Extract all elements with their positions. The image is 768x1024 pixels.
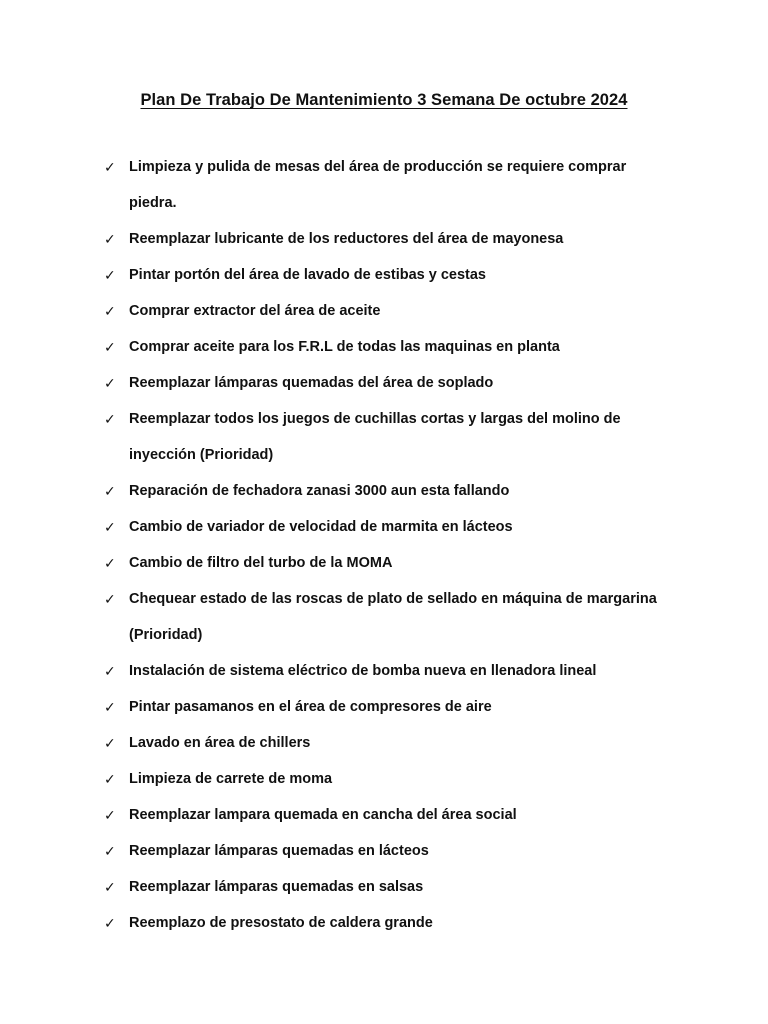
task-text: Pintar pasamanos en el área de compresores de aire — [129, 699, 492, 715]
task-item — [104, 653, 664, 689]
check-icon: ✓ — [104, 915, 116, 931]
check-icon: ✓ — [104, 483, 116, 499]
check-icon: ✓ — [104, 843, 116, 859]
check-icon: ✓ — [104, 807, 116, 823]
task-item — [104, 905, 664, 941]
task-item — [104, 797, 664, 833]
task-item — [104, 293, 664, 329]
task-item — [104, 365, 664, 401]
task-item — [104, 257, 664, 293]
task-text: Reemplazar lámparas quemadas en salsas — [129, 879, 424, 895]
task-text: Chequear estado de las roscas de plato de sellado en máquina de margarina (Prioridad) — [129, 591, 657, 643]
task-text: Cambio de filtro del turbo de la MOMA — [129, 555, 393, 571]
task-text: Instalación de sistema eléctrico de bomba nueva en llenadora lineal — [129, 663, 597, 679]
check-icon: ✓ — [104, 519, 116, 535]
check-icon: ✓ — [104, 411, 116, 427]
task-item — [104, 149, 664, 221]
task-text: Reemplazar lampara quemada en cancha del área social — [129, 807, 517, 823]
check-icon: ✓ — [104, 231, 116, 247]
task-item — [104, 725, 664, 761]
check-icon: ✓ — [104, 159, 116, 175]
check-icon: ✓ — [104, 663, 116, 679]
task-item — [104, 329, 664, 365]
task-item — [104, 581, 664, 653]
task-text: Comprar aceite para los F.R.L de todas las maquinas en planta — [129, 339, 560, 355]
task-item — [104, 833, 664, 869]
task-text: Reemplazar lámparas quemadas del área de soplado — [129, 375, 494, 391]
task-text: Reemplazar lámparas quemadas en lácteos — [129, 843, 429, 859]
check-icon: ✓ — [104, 303, 116, 319]
document-title: Plan De Trabajo De Mantenimiento 3 Semana De octubre 2024 — [140, 91, 628, 109]
check-icon: ✓ — [104, 699, 116, 715]
task-text: Lavado en área de chillers — [129, 735, 311, 751]
task-text: Reemplazar todos los juegos de cuchillas cortas y largas del molino de inyección (Prioridad) — [129, 411, 621, 463]
task-item — [104, 869, 664, 905]
task-item — [104, 545, 664, 581]
task-item — [104, 401, 664, 473]
task-list — [104, 149, 664, 941]
task-text: Comprar extractor del área de aceite — [129, 303, 381, 319]
task-text: Reparación de fechadora zanasi 3000 aun esta fallando — [129, 483, 510, 499]
task-item — [104, 509, 664, 545]
check-icon: ✓ — [104, 375, 116, 391]
check-icon: ✓ — [104, 267, 116, 283]
task-item — [104, 473, 664, 509]
check-icon: ✓ — [104, 591, 116, 607]
check-icon: ✓ — [104, 339, 116, 355]
task-text: Reemplazo de presostato de caldera grande — [129, 915, 433, 931]
task-text: Limpieza de carrete de moma — [129, 771, 333, 787]
task-item — [104, 221, 664, 257]
check-icon: ✓ — [104, 555, 116, 571]
task-text: Pintar portón del área de lavado de estibas y cestas — [129, 267, 486, 283]
check-icon: ✓ — [104, 879, 116, 895]
task-text: Reemplazar lubricante de los reductores del área de mayonesa — [129, 231, 564, 247]
task-text: Cambio de variador de velocidad de marmita en lácteos — [129, 519, 513, 535]
check-icon: ✓ — [104, 771, 116, 787]
check-icon: ✓ — [104, 735, 116, 751]
task-item — [104, 761, 664, 797]
task-item — [104, 689, 664, 725]
task-text: Limpieza y pulida de mesas del área de producción se requiere comprar piedra. — [129, 159, 627, 211]
